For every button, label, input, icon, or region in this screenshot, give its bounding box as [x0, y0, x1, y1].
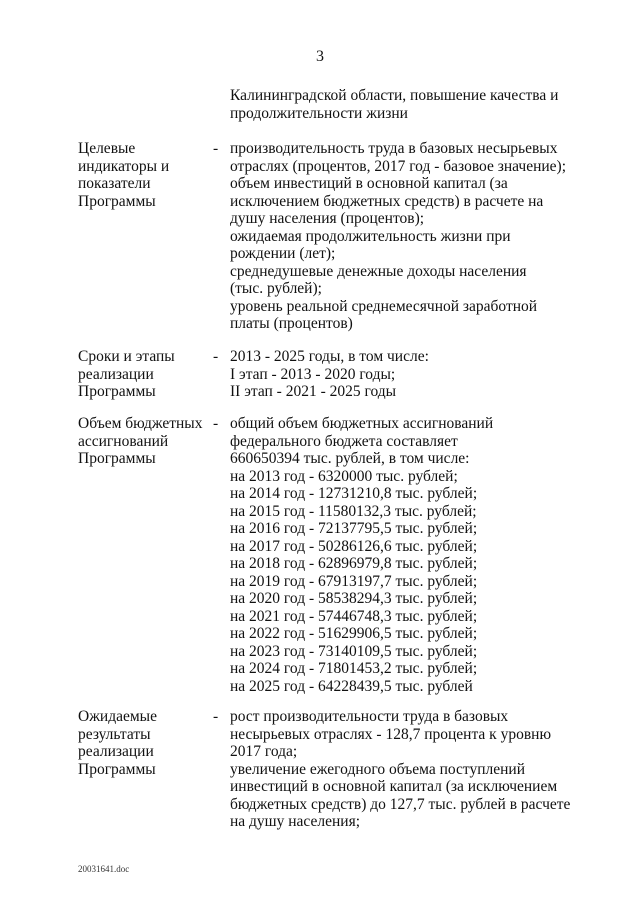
- body-line: (тыс. рублей);: [230, 280, 322, 297]
- label-line: результаты: [78, 725, 151, 743]
- section-dash: -: [213, 415, 219, 432]
- label-line: Целевые: [78, 140, 136, 157]
- body-line: на 2018 год - 62896979,8 тыс. рублей;: [230, 555, 478, 572]
- label-line: Программы: [78, 192, 156, 210]
- body-line: на 2023 год - 73140109,5 тыс. рублей;: [230, 642, 478, 660]
- footer-file-name: 20031641.doc: [78, 864, 130, 874]
- body-line: на 2017 год - 50286126,6 тыс. рублей;: [230, 537, 478, 555]
- body-line: на 2024 год - 71801453,2 тыс. рублей;: [230, 660, 478, 677]
- body-line: I этап - 2013 - 2020 годы;: [230, 365, 396, 383]
- body-line: бюджетных средств) до 127,7 тыс. рублей в расчете: [230, 795, 571, 813]
- body-line: федерального бюджета составляет: [230, 432, 458, 450]
- page-number: 3: [316, 48, 324, 65]
- body-line: душу населения (процентов);: [230, 210, 425, 227]
- body-line: исключением бюджетных средств) в расчете на: [230, 192, 544, 210]
- body-line: на 2019 год - 67913197,7 тыс. рублей;: [230, 572, 478, 590]
- body-line: на 2020 год - 58538294,3 тыс. рублей;: [230, 590, 478, 607]
- body-line: на 2013 год - 6320000 тыс. рублей;: [230, 467, 458, 485]
- section-body: [230, 415, 620, 695]
- label-line: Программы: [78, 450, 156, 467]
- body-line: уровень реальной среднемесячной заработной: [230, 297, 538, 315]
- label-line: Ожидаемые: [78, 708, 157, 725]
- label-line: Программы: [78, 760, 156, 778]
- body-line: увеличение ежегодного объема поступлений: [230, 760, 525, 778]
- body-line: 2017 года;: [230, 743, 298, 760]
- label-line: Сроки и этапы: [78, 348, 175, 365]
- body-line: на 2016 год - 72137795,5 тыс. рублей;: [230, 520, 478, 537]
- section-dash: -: [213, 348, 219, 365]
- body-line: производительность труда в базовых несырьевых: [230, 140, 558, 157]
- section-label: [78, 140, 208, 210]
- section-dash: -: [213, 140, 219, 157]
- label-line: реализации: [78, 365, 154, 383]
- section-body: [230, 140, 620, 333]
- body-line: на 2015 год - 11580132,3 тыс. рублей;: [230, 502, 477, 520]
- body-line: среднедушевые денежные доходы населения: [230, 262, 527, 280]
- label-line: Объем бюджетных: [78, 415, 203, 432]
- continuation-text: [230, 87, 620, 122]
- body-line: на 2022 год - 51629906,5 тыс. рублей;: [230, 625, 478, 642]
- section-dash: -: [213, 708, 219, 725]
- section-label: [78, 708, 208, 778]
- body-line: 660650394 тыс. рублей, в том числе:: [230, 450, 470, 467]
- body-line: рождении (лет);: [230, 245, 336, 262]
- body-line: на душу населения;: [230, 813, 361, 830]
- section-label: [78, 415, 208, 468]
- body-line: на 2025 год - 64228439,5 тыс. рублей: [230, 677, 473, 695]
- section-label: [78, 348, 208, 401]
- text-line: продолжительности жизни: [230, 104, 408, 122]
- body-line: 2013 - 2025 годы, в том числе:: [230, 348, 429, 365]
- label-line: ассигнований: [78, 432, 169, 450]
- body-line: инвестиций в основной капитал (за исключением: [230, 778, 558, 795]
- body-line: платы (процентов): [230, 315, 353, 332]
- label-line: Программы: [78, 383, 156, 400]
- section-body: [230, 708, 620, 831]
- body-line: несырьевых отраслях - 128,7 процента к уровню: [230, 725, 552, 743]
- body-line: на 2014 год - 12731210,8 тыс. рублей;: [230, 485, 478, 502]
- body-line: на 2021 год - 57446748,3 тыс. рублей;: [230, 607, 478, 625]
- label-line: реализации: [78, 743, 154, 760]
- body-line: объем инвестиций в основной капитал (за: [230, 175, 508, 192]
- label-line: показатели: [78, 175, 151, 192]
- body-line: общий объем бюджетных ассигнований: [230, 415, 494, 432]
- text-line: Калининградской области, повышение качества и: [230, 87, 559, 104]
- body-line: отраслях (процентов, 2017 год - базовое значение);: [230, 157, 567, 175]
- label-line: индикаторы и: [78, 157, 170, 175]
- body-line: рост производительности труда в базовых: [230, 708, 509, 725]
- body-line: ожидаемая продолжительность жизни при: [230, 227, 511, 245]
- section-body: [230, 348, 620, 401]
- body-line: II этап - 2021 - 2025 годы: [230, 383, 397, 400]
